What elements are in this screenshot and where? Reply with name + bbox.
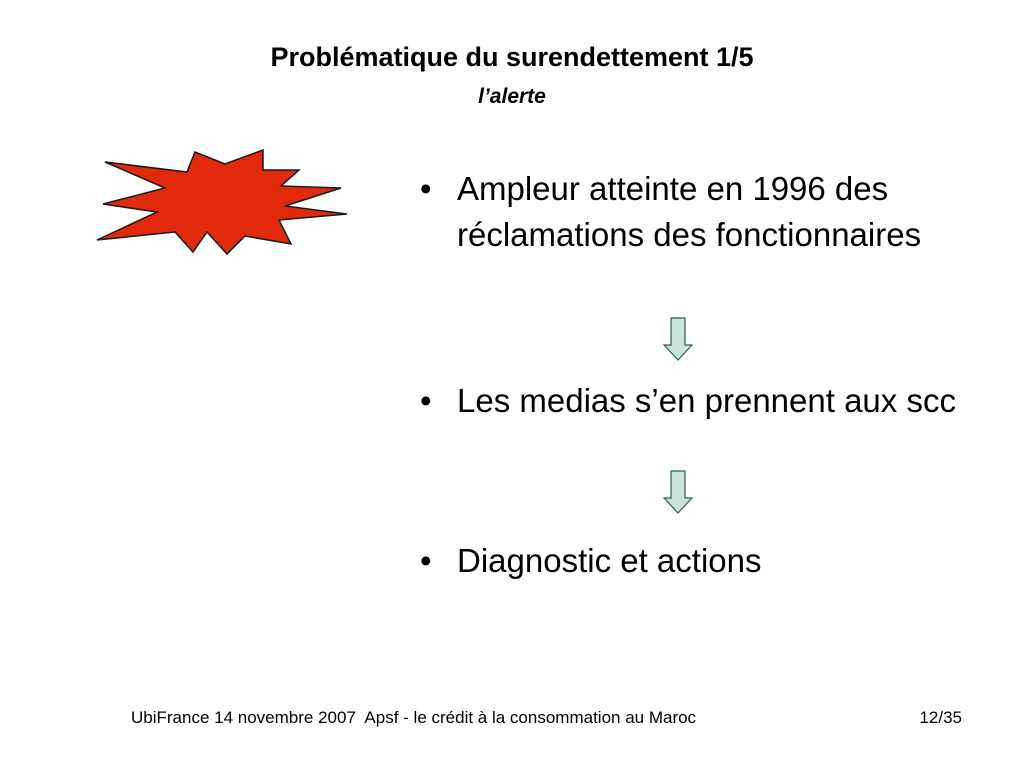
bullet-marker: • bbox=[420, 542, 432, 579]
slide-subtitle: l’alerte bbox=[478, 85, 546, 108]
page-number: 12/35 bbox=[919, 708, 962, 727]
burst-shape bbox=[97, 150, 347, 254]
slide-title: Problématique du surendettement 1/5 bbox=[270, 42, 754, 72]
bullet-item bbox=[420, 378, 980, 424]
arrow-shape bbox=[664, 318, 692, 360]
bullet-marker: • bbox=[420, 170, 432, 207]
down-arrow-icon bbox=[663, 470, 693, 514]
bullet-text: Ampleur atteinte en 1996 des réclamations des fonctionnaires bbox=[457, 170, 922, 253]
down-arrow-icon bbox=[663, 317, 693, 361]
bullet-item bbox=[420, 538, 980, 584]
explosion-burst-icon bbox=[95, 148, 347, 256]
footer-text: UbiFrance 14 novembre 2007 Apsf - le crédit à la consommation au Maroc bbox=[131, 708, 697, 727]
bullet-marker: • bbox=[420, 382, 432, 419]
bullet-item bbox=[420, 166, 980, 258]
arrow-shape bbox=[664, 471, 692, 513]
bullet-text: Diagnostic et actions bbox=[457, 542, 762, 579]
bullet-text: Les medias s’en prennent aux scc bbox=[457, 382, 956, 419]
